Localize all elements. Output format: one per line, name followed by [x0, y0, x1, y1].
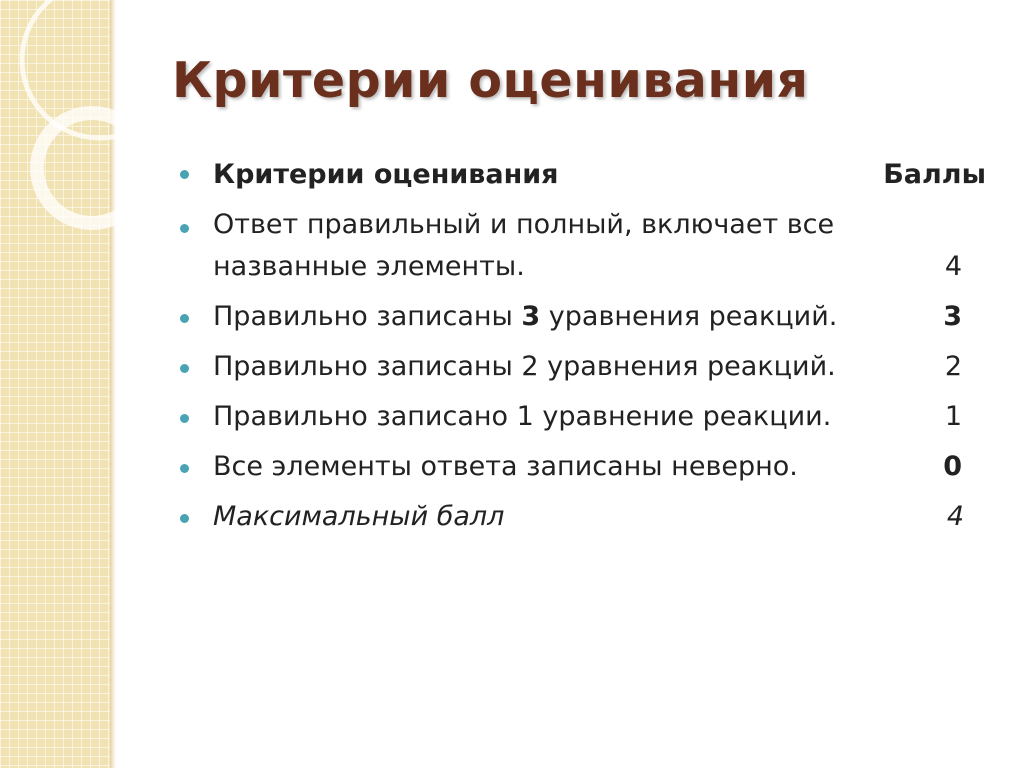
list-item-total [180, 496, 990, 538]
criterion-text-line1: Ответ правильный и полный, включает все [213, 209, 835, 240]
list-item [180, 204, 990, 288]
ring-small [37, 113, 130, 223]
bullet-icon [180, 224, 189, 233]
criterion-text [213, 296, 990, 338]
criterion-text-number: 3 [521, 301, 541, 332]
criterion-score: 4 [944, 251, 962, 282]
list-item [180, 446, 990, 488]
bullet-icon [180, 364, 189, 373]
criterion-score: 0 [943, 451, 962, 482]
criterion-text-post: уравнения реакций. [540, 301, 838, 332]
max-score-value: 4 [946, 501, 964, 532]
criterion-score: 3 [943, 301, 962, 332]
bullet-icon [180, 314, 189, 323]
list-item [180, 296, 990, 338]
criterion-text: Правильно записано 1 уравнение реакции. [213, 401, 832, 432]
list-item [180, 396, 990, 438]
criterion-score: 1 [944, 401, 962, 432]
criterion-text: Все элементы ответа записаны неверно. [213, 451, 798, 482]
bullet-icon [180, 414, 189, 423]
slide-title: Критерии оценивания [172, 52, 809, 109]
decorative-rings [0, 0, 130, 260]
criteria-list [180, 154, 990, 538]
header-criteria-label: Критерии оценивания [213, 159, 559, 190]
criterion-text-line2: названные элементы. [213, 251, 525, 282]
bullet-icon [180, 514, 189, 523]
list-header-row [180, 154, 990, 196]
bullet-icon [180, 170, 189, 179]
bullet-icon [180, 464, 189, 473]
criterion-text: Правильно записаны 2 уравнения реакций. [213, 351, 836, 382]
max-score-label: Максимальный балл [213, 501, 505, 532]
criterion-text-pre: Правильно записаны [213, 301, 522, 332]
header-points-label: Баллы [883, 159, 986, 190]
list-item [180, 346, 990, 388]
criterion-score: 2 [944, 351, 962, 382]
